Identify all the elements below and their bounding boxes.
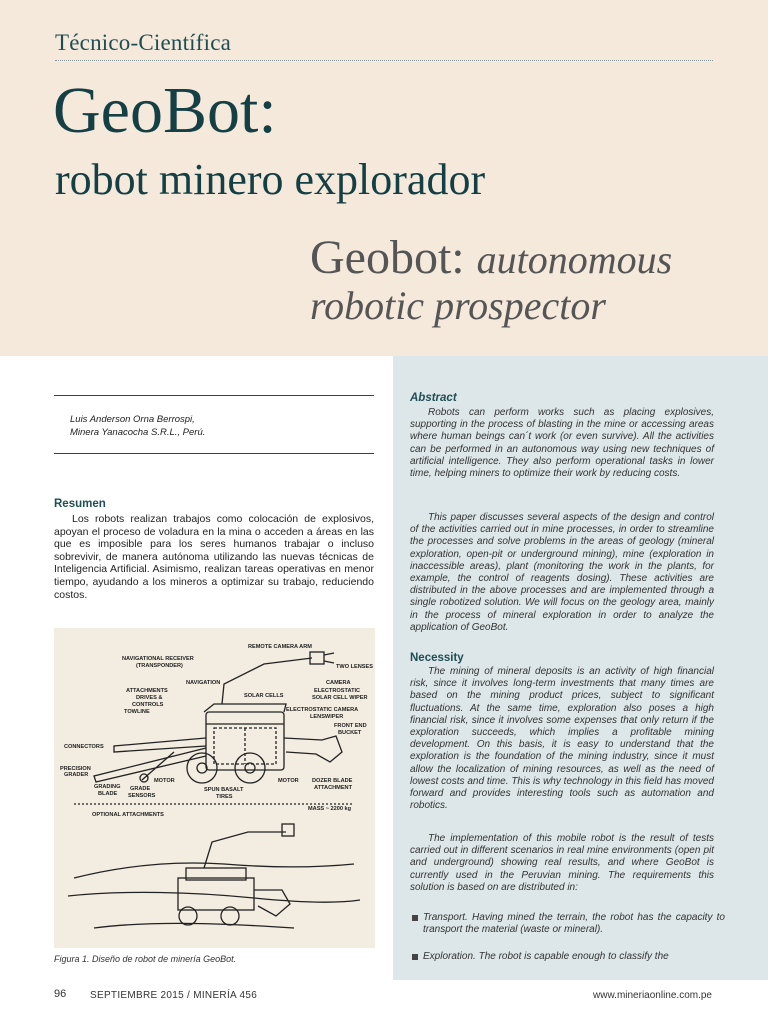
label-motor-right: MOTOR xyxy=(278,778,299,784)
label-motor-left: MOTOR xyxy=(154,778,175,784)
label-attachment: ATTACHMENT xyxy=(314,785,353,791)
website-url: www.mineriaonline.com.pe xyxy=(593,990,712,1001)
bullet-exploration-text: Exploration. The robot is capable enough to classify the xyxy=(423,951,669,962)
issue-label: SEPTIEMBRE 2015 / MINERÍA 456 xyxy=(90,990,258,1001)
label-sensors: SENSORS xyxy=(128,793,156,799)
label-drives: DRIVES & xyxy=(136,695,163,701)
page-number: 96 xyxy=(54,988,67,1000)
label-grader: GRADER xyxy=(64,772,89,778)
label-tires: TIRES xyxy=(216,794,233,800)
author-name: Luis Anderson Orna Berrospi, xyxy=(70,414,195,425)
abstract-heading: Abstract xyxy=(410,392,457,404)
bullet-square-icon xyxy=(412,954,418,960)
figure-caption: Figura 1. Diseño de robot de minería GeoBot. xyxy=(54,954,237,964)
label-camera: CAMERA xyxy=(326,680,351,686)
english-title-rest: autonomous xyxy=(476,237,673,282)
label-spun-basalt: SPUN BASALT xyxy=(204,787,244,793)
label-towline: TOWLINE xyxy=(124,709,150,715)
author-affiliation: Minera Yanacocha S.R.L., Perú. xyxy=(70,427,206,438)
label-solar-cells: SOLAR CELLS xyxy=(244,693,284,699)
label-electrostatic-camera: ELECTROSTATIC CAMERA xyxy=(286,707,359,713)
label-transponder: (TRANSPONDER) xyxy=(136,663,183,669)
label-grading: GRADING xyxy=(94,784,121,790)
resumen-text: Los robots realizan trabajos como colocación de explosivos, apoyan el proceso de voladura en la mina o acceden a áreas en las que es imposible para los seres humanos trabajar o incluso sobrevivir, de manera autónoma utilizando las nuevas técnicas de Inteligencia Artificial. Asimismo, realizan tareas operativas en menor tiempo, ayudando a los mineros a optimizar su trabajo, reduciendo costos. xyxy=(54,513,374,601)
dotted-divider xyxy=(55,60,713,61)
english-title-line-1 xyxy=(310,231,673,284)
label-precision: PRECISION xyxy=(60,766,91,772)
author-box xyxy=(54,395,374,454)
title-line-2: robot minero explorador xyxy=(55,155,486,204)
title-line-1: GeoBot: xyxy=(53,74,277,147)
robot-diagram-svg xyxy=(54,628,375,948)
english-title-line-2: robotic prospector xyxy=(310,283,606,328)
bullet-exploration xyxy=(412,951,725,963)
necessity-heading: Necessity xyxy=(410,652,464,664)
label-blade: BLADE xyxy=(98,791,118,797)
label-solar-cell-wiper: SOLAR CELL WIPER xyxy=(312,695,368,701)
label-two-lenses: TWO LENSES xyxy=(336,664,373,670)
label-electrostatic: ELECTROSTATIC xyxy=(314,688,361,694)
resumen-heading: Resumen xyxy=(54,498,106,510)
necessity-paragraph-1: The mining of mineral deposits is an activity of high financial risk, since it involves long-term investments that many times are based on the mining product prices, subject to significant fluctuations. At the same time, exploration also poses a high financial risk, since it involves some expenses that only return if the exploration succeeds, which implies a profitable mining development. On this basis, it is easy to understand that the exploration is the foundation of the mining industry, since it must allow the localization of mining resources, as well as the need of lowest costs and time. This is why technology in this field has moved forward and provides interesting tools such as automation and robotics. xyxy=(410,666,714,812)
label-bucket: BUCKET xyxy=(338,730,362,736)
label-lenswiper: LENSWIPER xyxy=(310,714,344,720)
label-connectors: CONNECTORS xyxy=(64,744,104,750)
abstract-paragraph-2: This paper discusses several aspects of the design and control of the activities carried out in mine processes, in order to streamline the processes and solve problems in the areas of geology (mineral exploration, open-pit or underground mining), mine (exploration in inaccessible areas), plant (monitoring the work in the plants, for example, the control of reagents dosing). These activities are distributed in the above processes and are implemented through a single robotized solution. We will focus on the geology area, mainly in the process of mineral exploration in order to analyze the application of GeoBot. xyxy=(410,512,714,633)
label-grade: GRADE xyxy=(130,786,151,792)
figure-robot-diagram xyxy=(54,628,375,948)
label-remote-camera-arm: REMOTE CAMERA ARM xyxy=(248,644,312,650)
label-optional-attachments: OPTIONAL ATTACHMENTS xyxy=(92,812,164,818)
label-controls: CONTROLS xyxy=(132,702,164,708)
label-navigation: NAVIGATION xyxy=(186,680,221,686)
bullet-transport xyxy=(412,912,725,936)
label-nav-receiver: NAVIGATIONAL RECEIVER xyxy=(122,656,194,662)
label-attachments: ATTACHMENTS xyxy=(126,688,168,694)
bullet-transport-text: Transport. Having mined the terrain, the robot has the capacity to transport the material (waste or mineral). xyxy=(423,912,725,936)
english-title-lead: Geobot: xyxy=(310,231,465,284)
abstract-paragraph-1: Robots can perform works such as placing explosives, supporting in the process of blasting in the mine or accessing areas where human beings can´t work (or even survive). All the activities can be performed in an autonomous way using new techniques of artificial intelligence. They also perform operational tasks in lower time, helping miners to optimize their work by reducing costs. xyxy=(410,407,714,480)
section-label: Técnico-Científica xyxy=(55,30,232,55)
necessity-paragraph-2: The implementation of this mobile robot is the result of tests carried out in different scenarios in real mine environments (open pit and underground) showing real results, and where GeoBot is currently used in the Peruvian mining. The requirements this solution is based on are distributed in: xyxy=(410,833,714,893)
label-dozer-blade: DOZER BLADE xyxy=(312,778,353,784)
label-front-end: FRONT END xyxy=(334,723,367,729)
bullet-square-icon xyxy=(412,915,418,921)
label-mass: MASS ~ 2200 kg xyxy=(308,806,352,812)
